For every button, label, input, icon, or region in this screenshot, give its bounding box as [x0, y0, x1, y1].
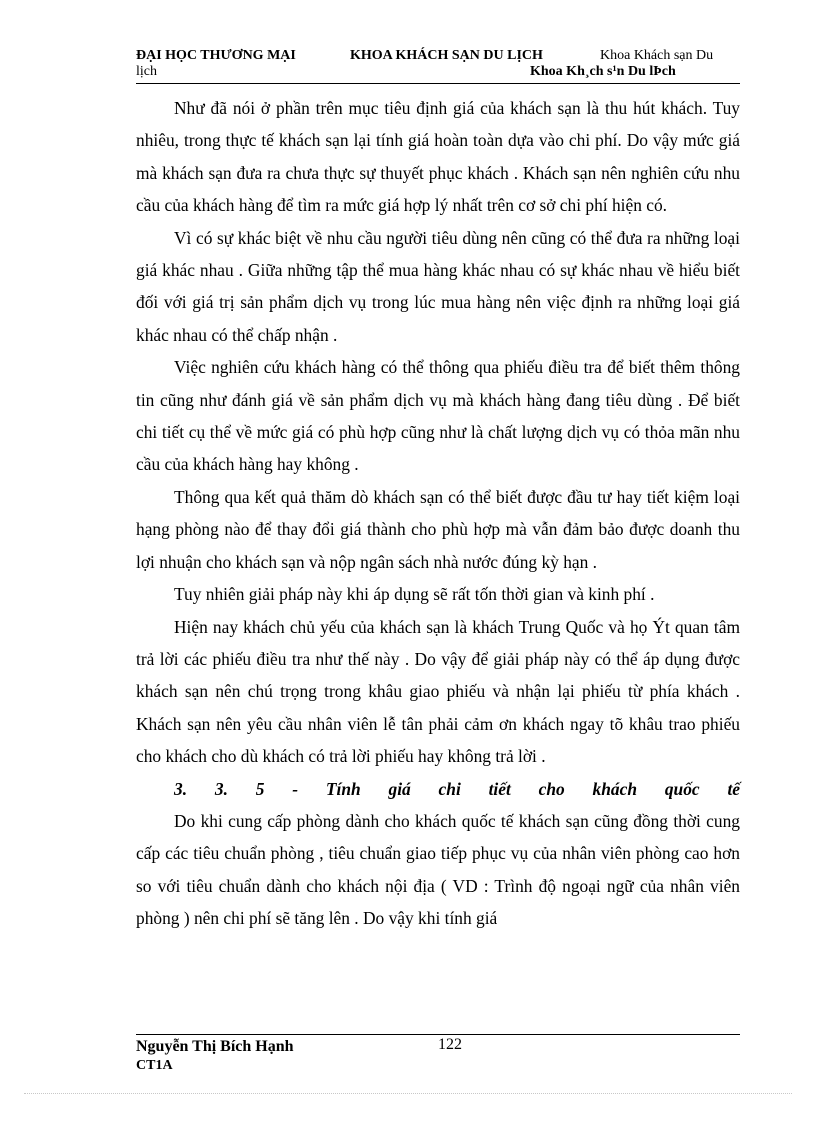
paragraph: Hiện nay khách chủ yếu của khách sạn là khách Trung Quốc và họ Ýt quan tâm trả lời các phiếu điều tra như thế này . Do vậy để giải pháp này có thể áp dụng được khách sạn nên chú trọng trong khâu giao phiếu và nhận lại phiếu từ phía khách . Khách sạn nên yêu cầu nhân viên lễ tân phải cảm ơn khách ngay tõ khâu trao phiếu cho khách cho dù khách có trả lời phiếu hay không trả lời .: [136, 616, 740, 767]
footer-author: Nguyễn Thị Bích Hạnh: [136, 1038, 294, 1055]
paragraph: Việc nghiên cứu khách hàng có thể thông qua phiếu điều tra để biết thêm thông tin cũng như đánh giá về sản phẩm dịch vụ mà khách hàng đang tiêu dùng . Để biết chi tiết cụ thể về mức giá có phù hợp cũng như là chất lượng dịch vụ có thỏa mãn nhu cầu của khách hàng hay không .: [136, 357, 740, 475]
page-break-line: [24, 1093, 792, 1094]
paragraph: Tuy nhiên giải pháp này khi áp dụng sẽ rất tốn thời gian và kinh phí .: [174, 584, 655, 605]
header-university: ĐẠI HỌC THƯƠNG MẠI: [136, 48, 296, 63]
section-heading: 3. 3. 5 - Tính giá chi tiết cho khách quốc tế: [174, 778, 740, 799]
page-body: [136, 92, 740, 935]
paragraph: Thông qua kết quả thăm dò khách sạn có thể biết được đầu tư hay tiết kiệm loại hạng phòng nào để thay đổi giá thành cho phù hợp mà vẫn đảm bảo được doanh thu lợi nhuận cho khách sạn và nộp ngân sách nhà nước đúng kỳ hạn .: [136, 486, 740, 572]
header-faculty-alt-wrap: lịch: [136, 64, 157, 79]
paragraph: Như đã nói ở phần trên mục tiêu định giá của khách sạn là thu hút khách. Tuy nhiêu, trong thực tế khách sạn lại tính giá hoàn toàn dựa vào chi phí. Do vậy mức giá mà khách sạn đưa ra chưa thực sự thuyết phục khách . Khách sạn nên nghiên cứu nhu cầu của khách hàng để tìm ra mức giá hợp lý nhất trên cơ sở chi phí hiện có.: [136, 98, 740, 216]
page-number: 122: [438, 1036, 462, 1053]
page-header: [136, 48, 740, 80]
header-rule: [136, 83, 740, 84]
header-faculty-alt: Khoa Khách sạn Du: [600, 48, 714, 63]
header-faculty-garbled: Khoa Kh¸ch s¹n Du lÞch: [530, 64, 676, 79]
paragraph: Do khi cung cấp phòng dành cho khách quốc tế khách sạn cũng đồng thời cung cấp các tiêu chuẩn phòng , tiêu chuẩn giao tiếp phục vụ của nhân viên phòng cao hơn so với tiêu chuẩn dành cho khách nội địa ( VD : Trình độ ngoại ngữ của nhân viên phòng ) nên chi phí sẽ tăng lên . Do vậy khi tính giá: [136, 810, 740, 929]
header-faculty: KHOA KHÁCH SẠN DU LỊCH: [350, 48, 543, 63]
footer-rule: [136, 1034, 740, 1035]
footer-class: CT1A: [136, 1058, 173, 1073]
paragraph: Vì có sự khác biệt về nhu cầu người tiêu dùng nên cũng có thể đưa ra những loại giá khác nhau . Giữa những tập thể mua hàng khác nhau có sự khác nhau về hiểu biết đối với giá trị sản phẩm dịch vụ trong lúc mua hàng nên việc định ra những loại giá khác nhau có thể chấp nhận .: [136, 227, 740, 345]
